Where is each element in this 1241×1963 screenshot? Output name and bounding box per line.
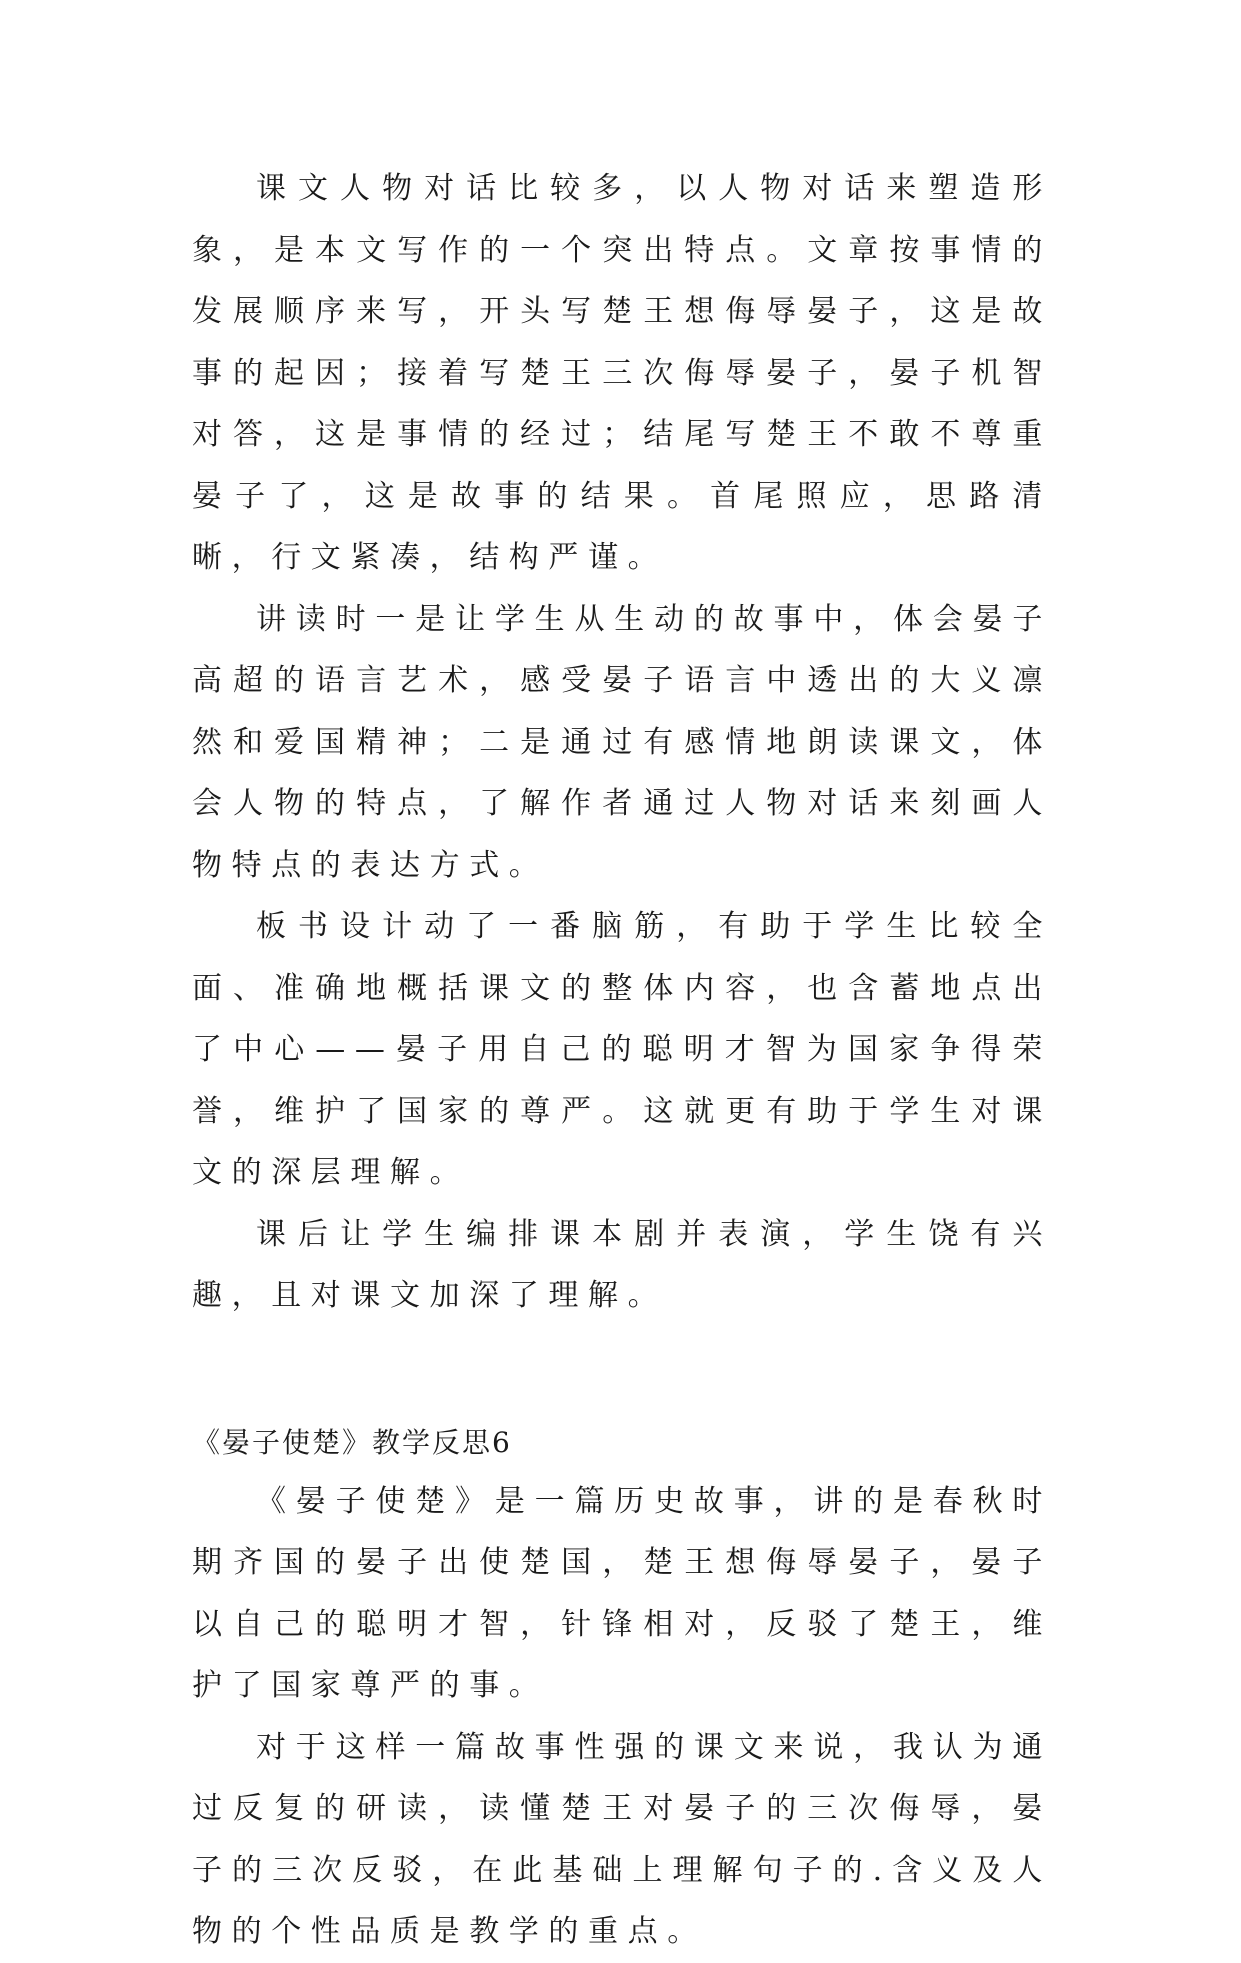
section-title: 《晏子使楚》教学反思6 [192,1425,512,1459]
paragraph-teaching-goals: 讲读时一是让学生从生动的故事中，体会晏子高超的语言艺术，感受晏子语言中透出的大义凛然和爱国精神；二是通过有感情地朗读课文，体会人物的特点，了解作者通过人物对话来刻画人物特点的表达方式。 [192,601,1052,883]
document-page [192,158,1052,1963]
paragraph-blackboard-design: 板书设计动了一番脑筋，有助于学生比较全面、准确地概括课文的整体内容，也含蓄地点出了中心——晏子用自己的聪明才智为国家争得荣誉，维护了国家的尊严。这就更有助于学生对课文的深层理解。 [192,909,1052,1190]
paragraph-after-class: 课后让学生编排课本剧并表演，学生饶有兴趣，且对课文加深了理解。 [192,1216,1052,1313]
paragraph-teaching-focus: 对于这样一篇故事性强的课文来说，我认为通过反复的研读，读懂楚王对晏子的三次侮辱，晏子的三次反驳，在此基础上理解句子的.含义及人物的个性品质是教学的重点。 [192,1729,1052,1949]
paragraph-dialogue-feature: 课文人物对话比较多，以人物对话来塑造形象，是本文写作的一个突出特点。文章按事情的发展顺序来写，开头写楚王想侮辱晏子，这是故事的起因；接着写楚王三次侮辱晏子，晏子机智对答，这是事情的经过；结尾写楚王不敢不尊重晏子了，这是故事的结果。首尾照应，思路清晰，行文紧凑，结构严谨。 [192,171,1052,575]
paragraph-story-summary: 《晏子使楚》是一篇历史故事，讲的是春秋时期齐国的晏子出使楚国，楚王想侮辱晏子，晏子以自己的聪明才智，针锋相对，反驳了楚王，维护了国家尊严的事。 [192,1483,1052,1703]
